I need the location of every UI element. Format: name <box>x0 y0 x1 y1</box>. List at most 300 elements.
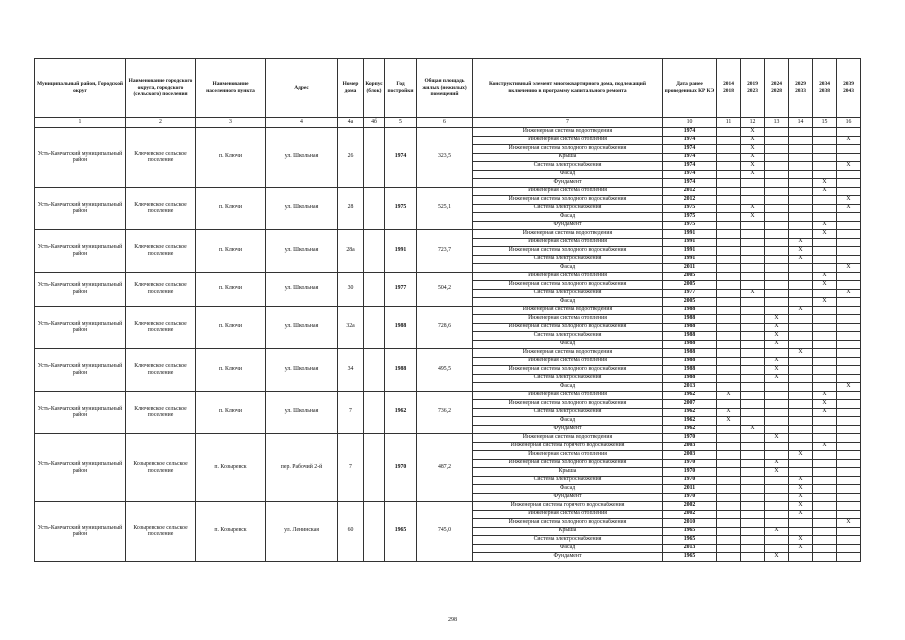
period-mark-cell: X <box>765 527 789 536</box>
prev-repair-date-cell: 1988 <box>663 366 717 375</box>
district-cell: Усть-Камчатский муниципальный район <box>35 391 126 434</box>
element-cell: Инженерная система холодного водоснабжения <box>473 366 663 375</box>
element-cell: Инженерная система отопления <box>473 357 663 366</box>
period-mark-cell: X <box>813 281 837 290</box>
period-mark-cell <box>717 213 741 222</box>
prev-repair-date-cell: 1988 <box>663 306 717 315</box>
period-mark-cell <box>837 502 861 511</box>
street-cell: ул. Школьная <box>266 391 338 434</box>
period-mark-cell <box>813 527 837 536</box>
period-mark-cell <box>717 425 741 434</box>
period-mark-cell <box>741 281 765 290</box>
period-mark-cell <box>741 238 765 247</box>
period-mark-cell <box>813 502 837 511</box>
prev-repair-date-cell: 2003 <box>663 442 717 451</box>
element-cell: Инженерная система водоотведения <box>473 306 663 315</box>
prev-repair-date-cell: 1988 <box>663 315 717 324</box>
settlement-cell: Ключевское сельское поселение <box>126 230 196 273</box>
house-number-cell: 7 <box>338 391 364 434</box>
prev-repair-date-cell: 1991 <box>663 247 717 256</box>
period-mark-cell: X <box>789 510 813 519</box>
period-mark-cell <box>813 349 837 358</box>
period-mark-cell <box>765 289 789 298</box>
period-mark-cell <box>837 306 861 315</box>
period-mark-cell <box>717 289 741 298</box>
period-mark-cell: X <box>837 264 861 273</box>
period-mark-cell <box>789 264 813 273</box>
period-mark-cell <box>741 451 765 460</box>
period-mark-cell <box>789 221 813 230</box>
prev-repair-date-cell: 1975 <box>663 204 717 213</box>
period-mark-cell <box>717 536 741 545</box>
block-cell <box>364 272 385 306</box>
period-mark-cell <box>741 247 765 256</box>
period-mark-cell <box>765 281 789 290</box>
prev-repair-date-cell: 1962 <box>663 417 717 426</box>
period-mark-cell <box>765 196 789 205</box>
element-cell: Инженерная система холодного водоснабжения <box>473 281 663 290</box>
period-mark-cell <box>813 238 837 247</box>
prev-repair-date-cell: 2011 <box>663 485 717 494</box>
prev-repair-date-cell: 2003 <box>663 451 717 460</box>
period-mark-cell <box>717 476 741 485</box>
period-mark-cell <box>813 425 837 434</box>
period-mark-cell <box>837 485 861 494</box>
period-mark-cell <box>837 408 861 417</box>
period-mark-cell <box>813 162 837 171</box>
period-mark-cell <box>837 272 861 281</box>
locality-cell: п. Козыревск <box>196 502 266 562</box>
header-element: Конструктивный элемент многоквартирного дома, подлежащий включению в программу капитального ремонта <box>473 59 663 118</box>
prev-repair-date-cell: 2007 <box>663 400 717 409</box>
period-mark-cell <box>789 272 813 281</box>
period-mark-cell <box>717 298 741 307</box>
period-mark-cell <box>789 374 813 383</box>
element-cell: Система электроснабжения <box>473 255 663 264</box>
element-cell: Инженерная система холодного водоснабжения <box>473 145 663 154</box>
column-number-cell: 13 <box>765 118 789 128</box>
period-mark-cell: X <box>741 289 765 298</box>
period-mark-cell <box>813 366 837 375</box>
period-mark-cell <box>717 451 741 460</box>
period-mark-cell <box>717 493 741 502</box>
column-number-cell: 12 <box>741 118 765 128</box>
district-cell: Усть-Камчатский муниципальный район <box>35 349 126 392</box>
period-mark-cell: X <box>765 315 789 324</box>
prev-repair-date-cell: 1975 <box>663 221 717 230</box>
period-mark-cell: X <box>813 230 837 239</box>
element-cell: Крыша <box>473 527 663 536</box>
period-mark-cell <box>837 340 861 349</box>
prev-repair-date-cell: 1970 <box>663 476 717 485</box>
period-mark-cell <box>717 170 741 179</box>
element-cell: Фасад <box>473 298 663 307</box>
period-mark-cell <box>813 434 837 443</box>
block-cell <box>364 187 385 230</box>
element-cell: Система электроснабжения <box>473 204 663 213</box>
period-mark-cell <box>741 400 765 409</box>
period-mark-cell <box>813 357 837 366</box>
period-mark-cell <box>813 340 837 349</box>
prev-repair-date-cell: 1975 <box>663 213 717 222</box>
area-cell: 525,1 <box>417 187 473 230</box>
period-mark-cell <box>837 468 861 477</box>
period-mark-cell <box>765 400 789 409</box>
period-mark-cell <box>789 383 813 392</box>
column-number-cell: 15 <box>813 118 837 128</box>
period-mark-cell <box>813 553 837 562</box>
period-mark-cell: X <box>717 408 741 417</box>
period-mark-cell <box>789 145 813 154</box>
period-mark-cell <box>717 442 741 451</box>
element-cell: Инженерная система водоотведения <box>473 128 663 137</box>
district-cell: Усть-Камчатский муниципальный район <box>35 230 126 273</box>
period-mark-cell <box>789 519 813 528</box>
period-mark-cell <box>741 366 765 375</box>
table-row <box>35 128 861 137</box>
period-mark-cell <box>741 221 765 230</box>
page-number: 298 <box>448 617 457 623</box>
period-mark-cell <box>741 493 765 502</box>
period-mark-cell: X <box>765 434 789 443</box>
period-mark-cell <box>837 400 861 409</box>
period-mark-cell <box>837 298 861 307</box>
period-mark-cell <box>837 247 861 256</box>
prev-repair-date-cell: 2002 <box>663 510 717 519</box>
period-mark-cell <box>765 204 789 213</box>
period-mark-cell <box>717 519 741 528</box>
period-mark-cell <box>837 391 861 400</box>
column-number-cell: 2 <box>126 118 196 128</box>
period-mark-cell <box>837 357 861 366</box>
column-number-cell: 11 <box>717 118 741 128</box>
year-cell: 1974 <box>385 128 417 188</box>
period-mark-cell <box>765 493 789 502</box>
period-mark-cell <box>741 536 765 545</box>
period-mark-cell <box>837 213 861 222</box>
period-mark-cell <box>717 255 741 264</box>
period-mark-cell <box>717 162 741 171</box>
period-mark-cell <box>789 434 813 443</box>
period-mark-cell <box>837 145 861 154</box>
period-mark-cell: X <box>813 408 837 417</box>
period-mark-cell <box>813 196 837 205</box>
period-mark-cell <box>741 340 765 349</box>
year-cell: 1970 <box>385 434 417 502</box>
period-mark-cell <box>837 493 861 502</box>
table-row <box>35 349 861 358</box>
period-mark-cell <box>717 485 741 494</box>
district-cell: Усть-Камчатский муниципальный район <box>35 434 126 502</box>
period-mark-cell <box>741 315 765 324</box>
period-mark-cell <box>717 400 741 409</box>
period-mark-cell: X <box>765 374 789 383</box>
year-cell: 1975 <box>385 187 417 230</box>
period-mark-cell <box>813 247 837 256</box>
period-mark-cell <box>717 230 741 239</box>
element-cell: Инженерная система отопления <box>473 238 663 247</box>
settlement-cell: Ключевское сельское поселение <box>126 391 196 434</box>
period-mark-cell <box>765 128 789 137</box>
period-mark-cell <box>837 527 861 536</box>
locality-cell: п. Ключи <box>196 391 266 434</box>
period-mark-cell <box>813 493 837 502</box>
period-mark-cell <box>765 442 789 451</box>
prev-repair-date-cell: 1977 <box>663 289 717 298</box>
locality-cell: п. Ключи <box>196 128 266 188</box>
house-number-cell: 34 <box>338 349 364 392</box>
period-mark-cell <box>813 306 837 315</box>
period-mark-cell <box>741 255 765 264</box>
prev-repair-date-cell: 1974 <box>663 162 717 171</box>
area-cell: 495,5 <box>417 349 473 392</box>
period-mark-cell <box>717 468 741 477</box>
district-cell: Усть-Камчатский муниципальный район <box>35 306 126 349</box>
district-cell: Усть-Камчатский муниципальный район <box>35 128 126 188</box>
area-cell: 736,2 <box>417 391 473 434</box>
prev-repair-date-cell: 1991 <box>663 255 717 264</box>
period-mark-cell <box>813 264 837 273</box>
period-mark-cell <box>813 170 837 179</box>
house-number-cell: 28 <box>338 187 364 230</box>
area-cell: 487,2 <box>417 434 473 502</box>
period-mark-cell: X <box>789 502 813 511</box>
header-year: Год постройки <box>385 59 417 118</box>
period-mark-cell <box>765 306 789 315</box>
period-mark-cell: X <box>813 400 837 409</box>
house-number-cell: 32а <box>338 306 364 349</box>
period-mark-cell <box>837 536 861 545</box>
period-mark-cell <box>741 272 765 281</box>
period-mark-cell: X <box>741 213 765 222</box>
prev-repair-date-cell: 1988 <box>663 323 717 332</box>
period-mark-cell: X <box>789 451 813 460</box>
street-cell: пер. Рабочий 2-й <box>266 434 338 502</box>
period-mark-cell <box>741 306 765 315</box>
prev-repair-date-cell: 2010 <box>663 519 717 528</box>
period-mark-cell <box>837 366 861 375</box>
element-cell: Фундамент <box>473 493 663 502</box>
table-body <box>35 128 861 562</box>
period-mark-cell: X <box>789 238 813 247</box>
element-cell: Инженерная система холодного водоснабжения <box>473 459 663 468</box>
settlement-cell: Козыревское сельское поселение <box>126 502 196 562</box>
period-mark-cell <box>717 544 741 553</box>
period-mark-cell <box>765 391 789 400</box>
settlement-cell: Ключевское сельское поселение <box>126 349 196 392</box>
year-cell: 1991 <box>385 230 417 273</box>
header-locality: Наименование населенного пункта <box>196 59 266 118</box>
period-mark-cell <box>717 323 741 332</box>
period-mark-cell <box>789 298 813 307</box>
period-mark-cell <box>717 459 741 468</box>
period-mark-cell <box>837 476 861 485</box>
period-mark-cell <box>741 510 765 519</box>
period-mark-cell <box>837 553 861 562</box>
period-mark-cell: X <box>765 357 789 366</box>
period-mark-cell: X <box>789 349 813 358</box>
locality-cell: п. Ключи <box>196 272 266 306</box>
prev-repair-date-cell: 2013 <box>663 383 717 392</box>
period-mark-cell: X <box>741 136 765 145</box>
prev-repair-date-cell: 1991 <box>663 238 717 247</box>
period-mark-cell <box>813 323 837 332</box>
street-cell: ул. Школьная <box>266 187 338 230</box>
period-mark-cell: X <box>765 366 789 375</box>
element-cell: Фундамент <box>473 553 663 562</box>
period-mark-cell <box>741 417 765 426</box>
period-mark-cell <box>765 425 789 434</box>
prev-repair-date-cell: 1970 <box>663 468 717 477</box>
period-mark-cell: X <box>837 519 861 528</box>
period-mark-cell <box>837 153 861 162</box>
period-mark-cell: X <box>789 485 813 494</box>
header-block: Корпус (блок) <box>364 59 385 118</box>
period-mark-cell <box>789 417 813 426</box>
element-cell: Фасад <box>473 340 663 349</box>
period-mark-cell <box>717 332 741 341</box>
period-mark-cell <box>765 417 789 426</box>
period-mark-cell <box>837 451 861 460</box>
block-cell <box>364 502 385 562</box>
period-mark-cell <box>789 391 813 400</box>
period-mark-cell <box>813 315 837 324</box>
period-mark-cell <box>789 315 813 324</box>
period-mark-cell <box>813 383 837 392</box>
period-mark-cell <box>741 476 765 485</box>
column-number-cell: 4 <box>266 118 338 128</box>
period-mark-cell <box>717 527 741 536</box>
period-mark-cell <box>741 408 765 417</box>
table-row <box>35 230 861 239</box>
period-mark-cell: X <box>741 128 765 137</box>
period-mark-cell <box>813 204 837 213</box>
period-mark-cell <box>813 451 837 460</box>
period-mark-cell <box>789 230 813 239</box>
prev-repair-date-cell: 1988 <box>663 332 717 341</box>
locality-cell: п. Ключи <box>196 187 266 230</box>
period-mark-cell <box>813 332 837 341</box>
period-mark-cell <box>765 272 789 281</box>
column-number-cell: 4б <box>364 118 385 128</box>
period-mark-cell: X <box>765 553 789 562</box>
period-mark-cell: X <box>789 306 813 315</box>
element-cell: Инженерная система холодного водоснабжения <box>473 519 663 528</box>
settlement-cell: Козыревское сельское поселение <box>126 434 196 502</box>
element-cell: Фасад <box>473 417 663 426</box>
area-cell: 728,6 <box>417 306 473 349</box>
period-mark-cell <box>837 442 861 451</box>
period-mark-cell <box>813 153 837 162</box>
prev-repair-date-cell: 1965 <box>663 536 717 545</box>
element-cell: Фундамент <box>473 425 663 434</box>
period-mark-cell: X <box>789 476 813 485</box>
period-mark-cell <box>837 434 861 443</box>
period-mark-cell <box>741 391 765 400</box>
element-cell: Инженерная система водоотведения <box>473 230 663 239</box>
period-mark-cell <box>741 298 765 307</box>
period-mark-cell <box>717 128 741 137</box>
period-mark-cell <box>741 544 765 553</box>
header-period-3: 2024 2028 <box>765 59 789 118</box>
period-mark-cell <box>717 281 741 290</box>
period-mark-cell <box>789 136 813 145</box>
house-number-cell: 30 <box>338 272 364 306</box>
year-cell: 1988 <box>385 306 417 349</box>
period-mark-cell <box>765 519 789 528</box>
period-mark-cell <box>813 128 837 137</box>
period-mark-cell <box>837 323 861 332</box>
period-mark-cell <box>765 179 789 188</box>
element-cell: Система электроснабжения <box>473 332 663 341</box>
house-number-cell: 60 <box>338 502 364 562</box>
period-mark-cell <box>741 442 765 451</box>
element-cell: Инженерная система холодного водоснабжения <box>473 247 663 256</box>
period-mark-cell <box>813 289 837 298</box>
prev-repair-date-cell: 2011 <box>663 264 717 273</box>
period-mark-cell: X <box>765 468 789 477</box>
period-mark-cell <box>837 544 861 553</box>
period-mark-cell <box>741 230 765 239</box>
period-mark-cell <box>741 179 765 188</box>
header-area: Общая площадь жилых (нежилых) помещений <box>417 59 473 118</box>
element-cell: Система электроснабжения <box>473 408 663 417</box>
period-mark-cell: X <box>789 247 813 256</box>
period-mark-cell <box>717 383 741 392</box>
period-mark-cell <box>741 468 765 477</box>
district-cell: Усть-Камчатский муниципальный район <box>35 272 126 306</box>
table-row <box>35 306 861 315</box>
table-row <box>35 434 861 443</box>
period-mark-cell <box>741 349 765 358</box>
prev-repair-date-cell: 1974 <box>663 170 717 179</box>
period-mark-cell: X <box>765 332 789 341</box>
table-row <box>35 187 861 196</box>
period-mark-cell <box>837 349 861 358</box>
period-mark-cell <box>813 374 837 383</box>
period-mark-cell: X <box>813 298 837 307</box>
element-cell: Система электроснабжения <box>473 289 663 298</box>
period-mark-cell <box>741 323 765 332</box>
period-mark-cell <box>813 145 837 154</box>
area-cell: 504,2 <box>417 272 473 306</box>
locality-cell: п. Ключи <box>196 230 266 273</box>
element-cell: Система электроснабжения <box>473 536 663 545</box>
header-row <box>35 59 861 118</box>
period-mark-cell: X <box>837 383 861 392</box>
block-cell <box>364 306 385 349</box>
period-mark-cell <box>765 170 789 179</box>
period-mark-cell <box>813 544 837 553</box>
period-mark-cell <box>765 221 789 230</box>
period-mark-cell <box>765 145 789 154</box>
column-number-cell: 14 <box>789 118 813 128</box>
period-mark-cell: X <box>837 162 861 171</box>
locality-cell: п. Козыревск <box>196 434 266 502</box>
prev-repair-date-cell: 1965 <box>663 553 717 562</box>
period-mark-cell <box>741 332 765 341</box>
period-mark-cell <box>717 196 741 205</box>
period-mark-cell <box>789 170 813 179</box>
period-mark-cell <box>813 510 837 519</box>
period-mark-cell: X <box>789 544 813 553</box>
period-mark-cell <box>741 527 765 536</box>
period-mark-cell <box>717 153 741 162</box>
period-mark-cell: X <box>741 153 765 162</box>
period-mark-cell <box>837 221 861 230</box>
period-mark-cell <box>789 459 813 468</box>
period-mark-cell <box>789 553 813 562</box>
